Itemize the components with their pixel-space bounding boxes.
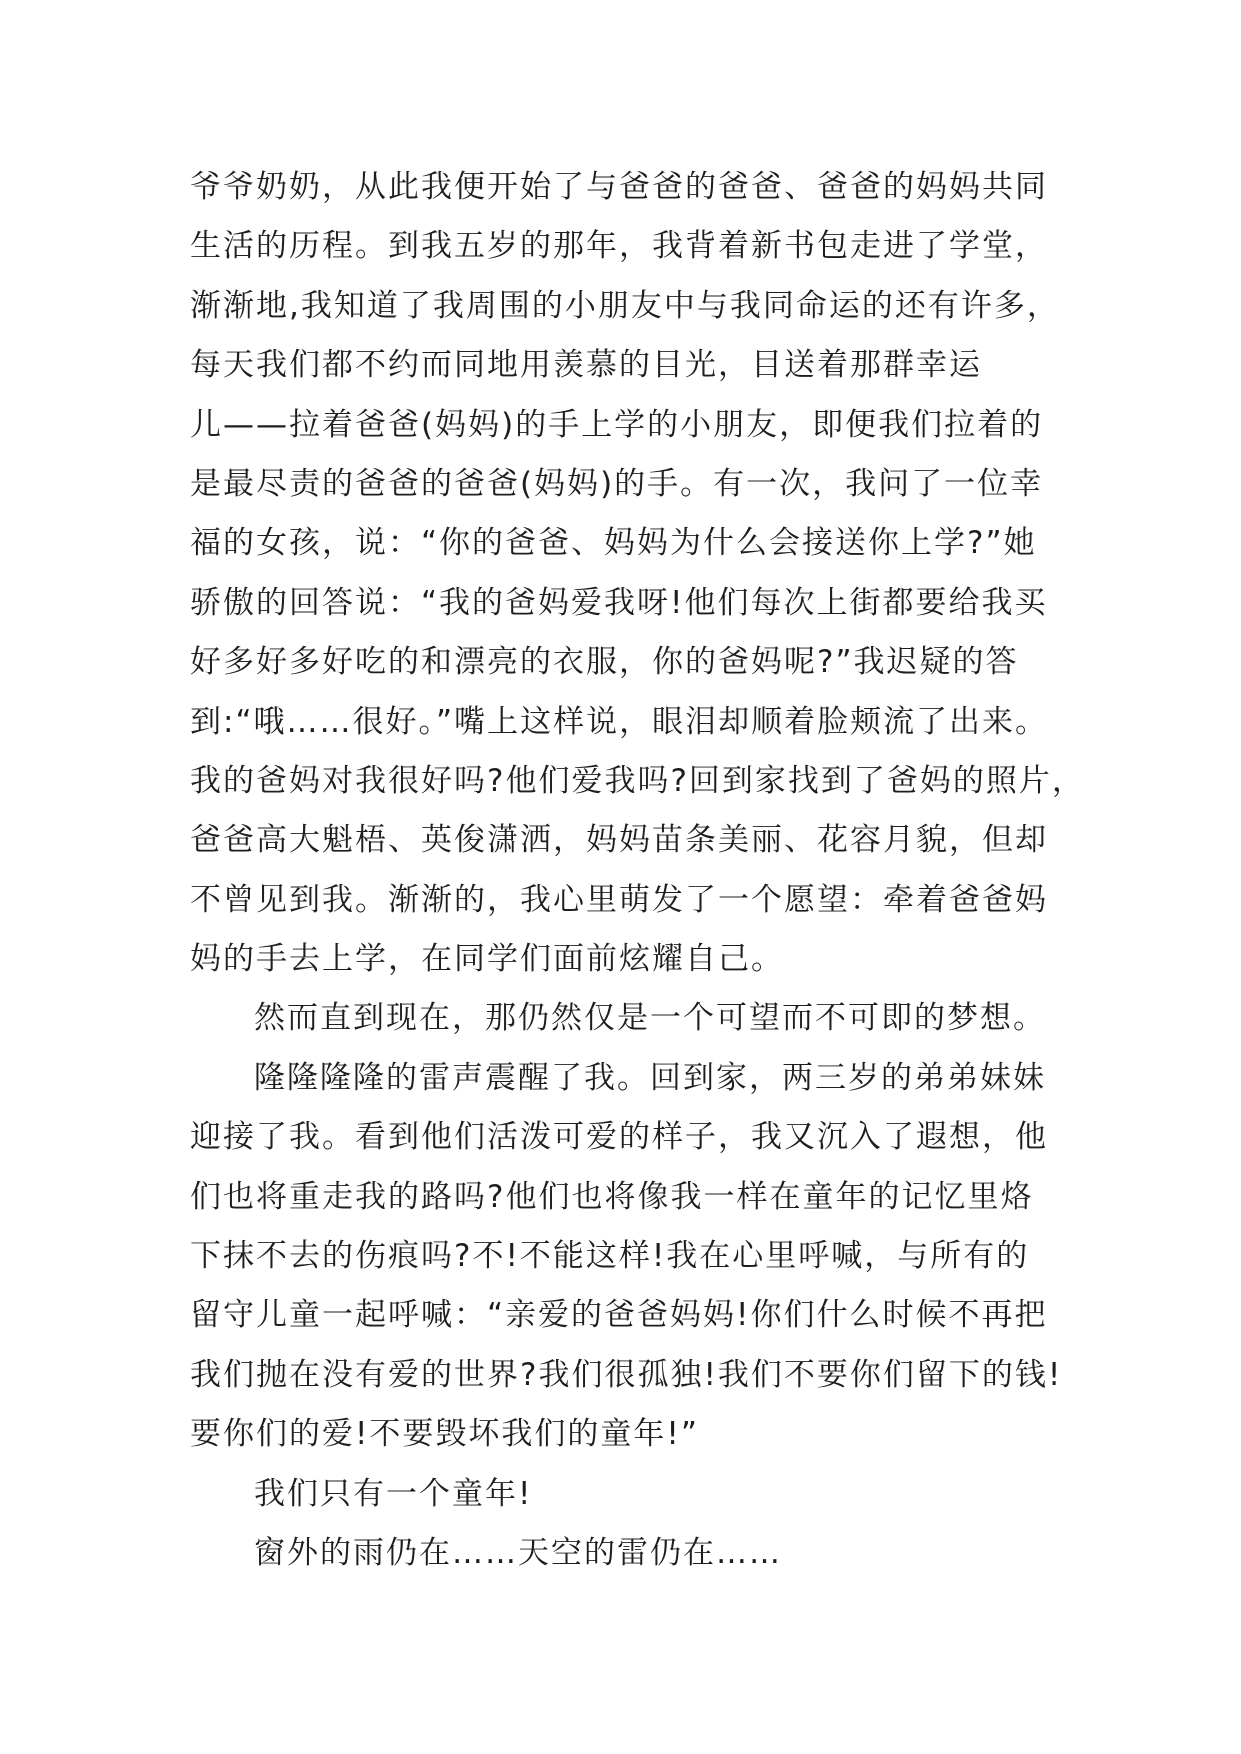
text-line: 隆隆隆隆的雷声震醒了我。回到家，两三岁的弟弟妹妹 (254, 1059, 1046, 1096)
text-line: 爸爸高大魁梧、英俊潇洒，妈妈苗条美丽、花容月貌，但却 (190, 822, 1048, 859)
body-text (190, 158, 1090, 1583)
text-line: 儿——拉着爸爸(妈妈)的手上学的小朋友，即便我们拉着的 (190, 406, 1044, 443)
text-line: 窗外的雨仍在……天空的雷仍在…… (254, 1534, 782, 1571)
text-line: 我们只有一个童年! (254, 1475, 533, 1512)
text-line: 福的女孩，说：“你的爸爸、妈妈为什么会接送你上学?”她 (190, 525, 1037, 562)
text-line: 不曾见到我。渐渐的，我心里萌发了一个愿望：牵着爸爸妈 (190, 881, 1048, 918)
text-line: 迎接了我。看到他们活泼可爱的样子，我又沉入了遐想，他 (190, 1119, 1048, 1156)
text-line: 要你们的爱!不要毁坏我们的童年!” (190, 1416, 699, 1453)
text-line: 我们抛在没有爱的世界?我们很孤独!我们不要你们留下的钱! (190, 1356, 1063, 1393)
text-line: 渐渐地,我知道了我周围的小朋友中与我同命运的还有许多， (190, 287, 1060, 324)
text-line: 到:“哦……很好。”嘴上这样说，眼泪却顺着脸颊流了出来。 (190, 703, 1049, 740)
text-line: 好多好多好吃的和漂亮的衣服，你的爸妈呢?”我迟疑的答 (190, 644, 1019, 681)
text-line: 每天我们都不约而同地用羡慕的目光，目送着那群幸运 (190, 347, 982, 384)
text-line: 们也将重走我的路吗?他们也将像我一样在童年的记忆里烙 (190, 1178, 1034, 1215)
text-line: 是最尽责的爸爸的爸爸(妈妈)的手。有一次，我问了一位幸 (190, 465, 1044, 502)
text-line: 妈的手去上学，在同学们面前炫耀自己。 (190, 941, 784, 978)
text-line: 生活的历程。到我五岁的那年，我背着新书包走进了学堂， (190, 228, 1048, 265)
text-line: 然而直到现在，那仍然仅是一个可望而不可即的梦想。 (254, 1000, 1046, 1037)
text-line: 留守儿童一起呼喊：“亲爱的爸爸妈妈!你们什么时候不再把 (190, 1297, 1048, 1334)
text-line: 爷爷奶奶，从此我便开始了与爸爸的爸爸、爸爸的妈妈共同 (190, 169, 1048, 205)
text-line: 我的爸妈对我很好吗?他们爱我吗?回到家找到了爸妈的照片， (190, 762, 1085, 799)
text-line: 下抹不去的伤痕吗?不!不能这样!我在心里呼喊，与所有的 (190, 1238, 1030, 1275)
text-line: 骄傲的回答说：“我的爸妈爱我呀!他们每次上街都要给我买 (190, 584, 1048, 621)
